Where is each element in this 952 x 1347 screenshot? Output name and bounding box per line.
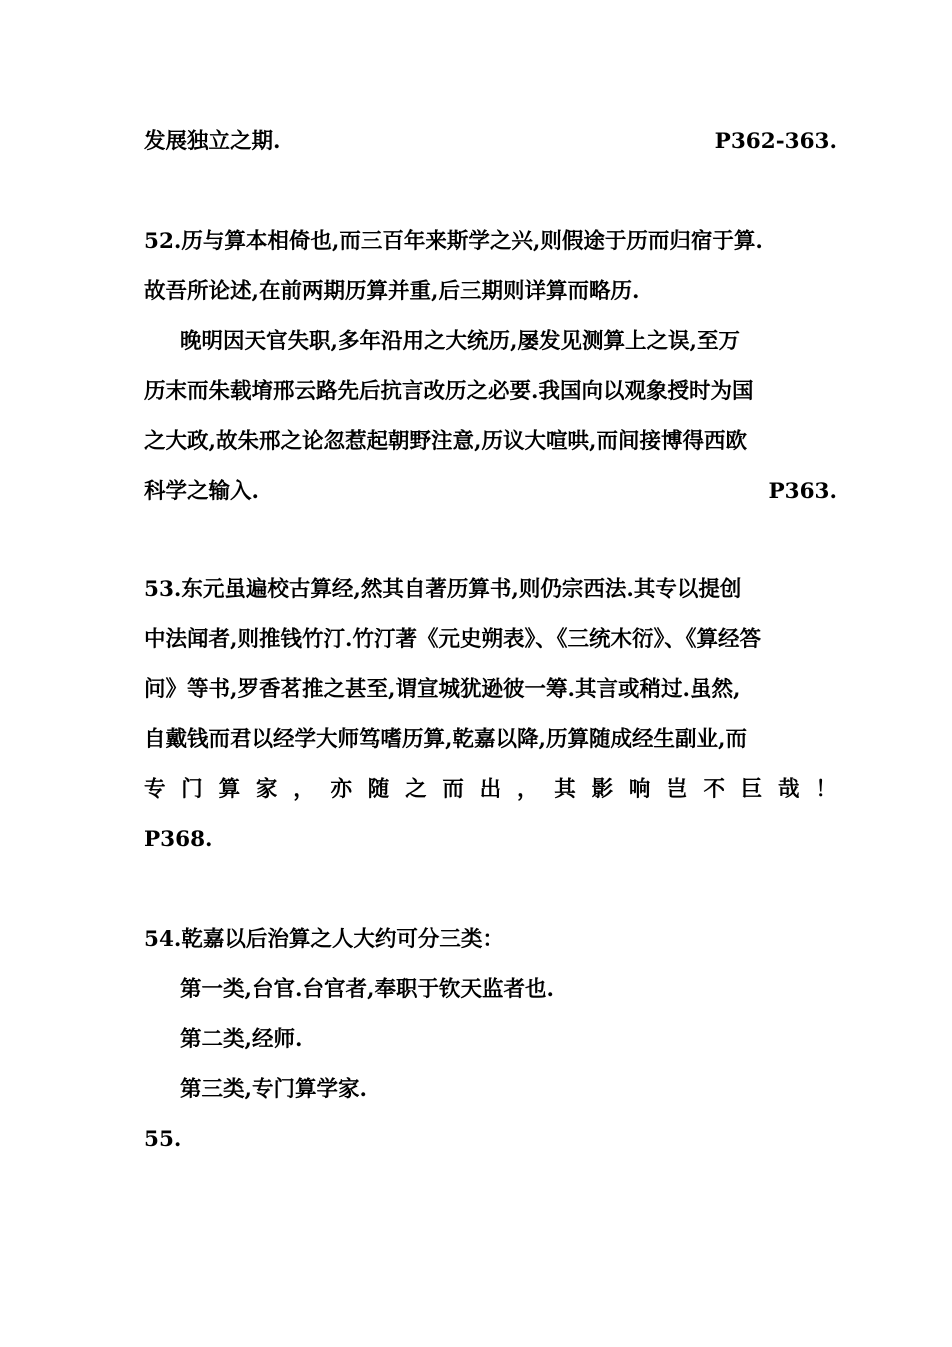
char: 哉 [778,777,800,802]
char: 门 [181,777,203,802]
section-55-line-1: 55. [144,1127,182,1152]
char: 家 [255,777,278,802]
char: 之 [405,777,427,802]
page-reference: P368. [144,827,213,852]
char: 而 [442,777,464,802]
section-53-line-1: 53.东元虽遍校古算经,然其自著历算书,则仍宗西法.其专以提创 [144,577,742,602]
section-53-line-4: 自戴钱而君以经学大师笃嗜历算,乾嘉以降,历算随成经生副业,而 [144,727,747,752]
char: ， [516,777,539,802]
section-53-line-3: 问》等书,罗香茗推之甚至,谓宣城犹逊彼一筹.其言或稍过.虽然, [144,677,741,702]
section-52-line-1: 52.历与算本相倚也,而三百年来斯学之兴,则假途于历而归宿于算. [144,229,763,254]
char: 亦 [330,777,352,802]
char: 影 [591,777,614,802]
section-52-line-5: 之大政,故朱邢之论忽惹起朝野注意,历议大喧哄,而间接博得西欧 [144,429,747,454]
section-52-text: 科学之输入. [144,479,259,504]
section-52-line-2: 故吾所论述,在前两期历算并重,后三期则详算而略历. [144,279,640,304]
char: 巨 [740,777,763,802]
char: 响 [628,777,651,802]
char: 不 [703,777,725,802]
char: 岂 [666,777,688,802]
section-53-line-2: 中法闻者,则推钱竹汀.竹汀著《元史朔表》、《三统木衍》、《算经答 [144,627,761,652]
page-reference: P362-363. [714,129,837,154]
char: 算 [218,777,241,802]
section-54-line-1: 54.乾嘉以后治算之人大约可分三类： [144,927,504,952]
char: 专 [144,777,166,802]
section-52-line-6 [144,474,837,510]
section-53-line-5 [144,772,837,808]
char: 其 [554,777,576,802]
section-52-line-3: 晚明因天官失职,多年沿用之大统历,屡发见测算上之误,至万 [180,329,740,354]
section-52-line-4: 历末而朱载堉邢云路先后抗言改历之必要.我国向以观象授时为国 [144,379,754,404]
section-51-line-1 [144,124,837,160]
char: 随 [367,777,390,802]
page-reference: P363. [768,479,837,504]
section-54-item-3: 第三类,专门算学家. [180,1077,367,1102]
section-54-item-1: 第一类,台官.台官者,奉职于钦天监者也. [180,977,554,1002]
section-54-item-2: 第二类,经师. [180,1027,303,1052]
section-51-text: 发展独立之期. [144,129,281,154]
char: 出 [479,777,502,802]
char: ！ [815,777,837,802]
char: ， [293,777,315,802]
